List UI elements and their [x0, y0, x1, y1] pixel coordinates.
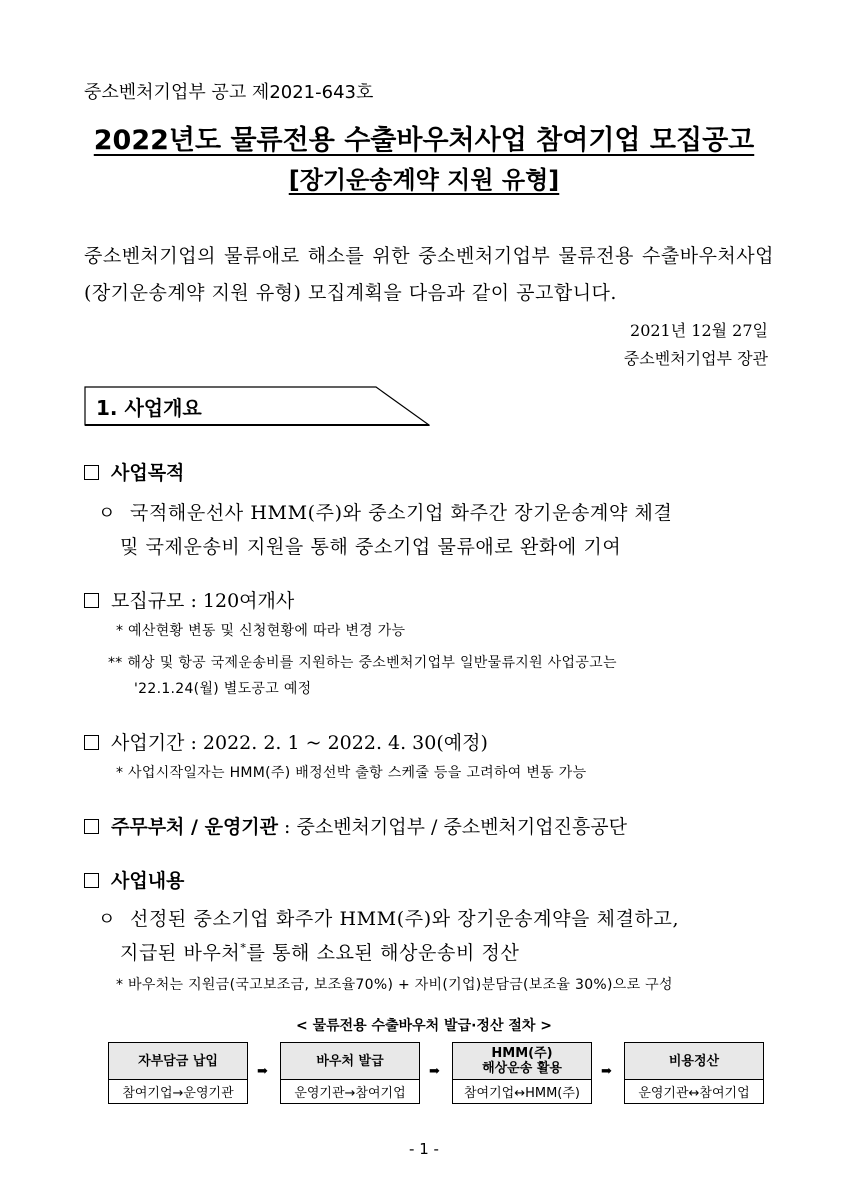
process-step-4 [624, 1042, 764, 1104]
content-heading: 사업내용 [111, 870, 185, 892]
footnote-mark: * [240, 941, 247, 955]
process-step-2 [280, 1042, 420, 1104]
step-3-flow: 참여기업↔HMM(주) [452, 1080, 592, 1104]
purpose-heading: 사업목적 [111, 462, 185, 484]
scale-note-1: * 예산현황 변동 및 신청현황에 따라 변경 가능 [116, 623, 406, 639]
period-heading: 사업기간 : 2022. 2. 1 ~ 2022. 4. 30(예정) [111, 732, 488, 754]
checkbox-icon [84, 735, 99, 750]
step-3-title-line1: HMM(주) [491, 1046, 553, 1061]
checkbox-icon [84, 593, 99, 608]
checkbox-icon [84, 873, 99, 888]
scale-heading-row [84, 586, 294, 613]
purpose-heading-row [84, 458, 184, 485]
agency-row [84, 812, 627, 839]
announcement-date: 2021년 12월 27일 [630, 321, 768, 340]
content-text-2 [120, 938, 519, 965]
voucher-note: * 바우처는 지원금(국고보조금, 보조율70%) + 자비(기업)분담금(보조율 30%)으로 구성 [116, 977, 673, 993]
page-number: - 1 - [409, 1140, 439, 1158]
arrow-right-icon: ➡ [429, 1064, 440, 1079]
arrow-right-icon: ➡ [601, 1064, 612, 1079]
purpose-bullet-line1 [98, 498, 672, 525]
checkbox-icon [84, 465, 99, 480]
agency-value: : 중소벤처기업부 / 중소벤처기업진흥공단 [278, 816, 627, 838]
arrow-right-icon: ➡ [257, 1064, 268, 1079]
purpose-text-1: 국적해운선사 HMM(주)와 중소기업 화주간 장기운송계약 체결 [130, 502, 673, 524]
checkbox-icon [84, 819, 99, 834]
page-title: 2022년도 물류전용 수출바우처사업 참여기업 모집공고 [93, 125, 755, 156]
step-2-flow: 운영기관→참여기업 [280, 1080, 420, 1104]
scale-heading: 모집규모 : 120여개사 [111, 590, 295, 612]
content-heading-row [84, 866, 184, 893]
bullet-circle-icon: ㅇ [98, 909, 116, 930]
step-3-title-line2: 해상운송 활용 [482, 1061, 562, 1076]
section-1-title: 1. 사업개요 [96, 396, 202, 420]
step-4-title: 비용정산 [624, 1042, 764, 1080]
page-subtitle: [장기운송계약 지원 유형] [288, 166, 560, 194]
agency-label: 주무부처 / 운영기관 [111, 816, 279, 838]
process-step-1 [108, 1042, 248, 1104]
process-step-3 [452, 1042, 592, 1104]
step-3-title [452, 1042, 592, 1080]
period-heading-row [84, 728, 488, 755]
scale-note-2b: '22.1.24(월) 별도공고 예정 [134, 681, 312, 697]
period-note: * 사업시작일자는 HMM(주) 배정선박 출항 스케줄 등을 고려하여 변동 가능 [116, 765, 587, 781]
signatory: 중소벤처기업부 장관 [623, 349, 768, 368]
purpose-text-2: 및 국제운송비 지원을 통해 중소기업 물류애로 완화에 기여 [120, 536, 622, 558]
content-text-2b: 를 통해 소요된 해상운송비 정산 [246, 942, 520, 964]
intro-paragraph: 중소벤처기업의 물류애로 해소를 위한 중소벤처기업부 물류전용 수출바우처사업(장기운송계약 지원 유형) 모집계획을 다음과 같이 공고합니다. [84, 245, 774, 304]
notice-number: 중소벤처기업부 공고 제2021-643호 [84, 82, 374, 103]
bullet-circle-icon: ㅇ [98, 503, 116, 524]
step-4-flow: 운영기관↔참여기업 [624, 1080, 764, 1104]
step-1-flow: 참여기업→운영기관 [108, 1080, 248, 1104]
content-text-2a: 지급된 바우처 [120, 942, 241, 964]
scale-note-2a: ** 해상 및 항공 국제운송비를 지원하는 중소벤처기업부 일반물류지원 사업공고는 [108, 655, 617, 671]
content-text-1: 선정된 중소기업 화주가 HMM(주)와 장기운송계약을 체결하고, [130, 908, 680, 930]
step-2-title: 바우처 발급 [280, 1042, 420, 1080]
step-1-title: 자부담금 납입 [108, 1042, 248, 1080]
process-title: < 물류전용 수출바우처 발급·정산 절차 > [295, 1018, 552, 1034]
content-bullet-line1 [98, 904, 679, 931]
